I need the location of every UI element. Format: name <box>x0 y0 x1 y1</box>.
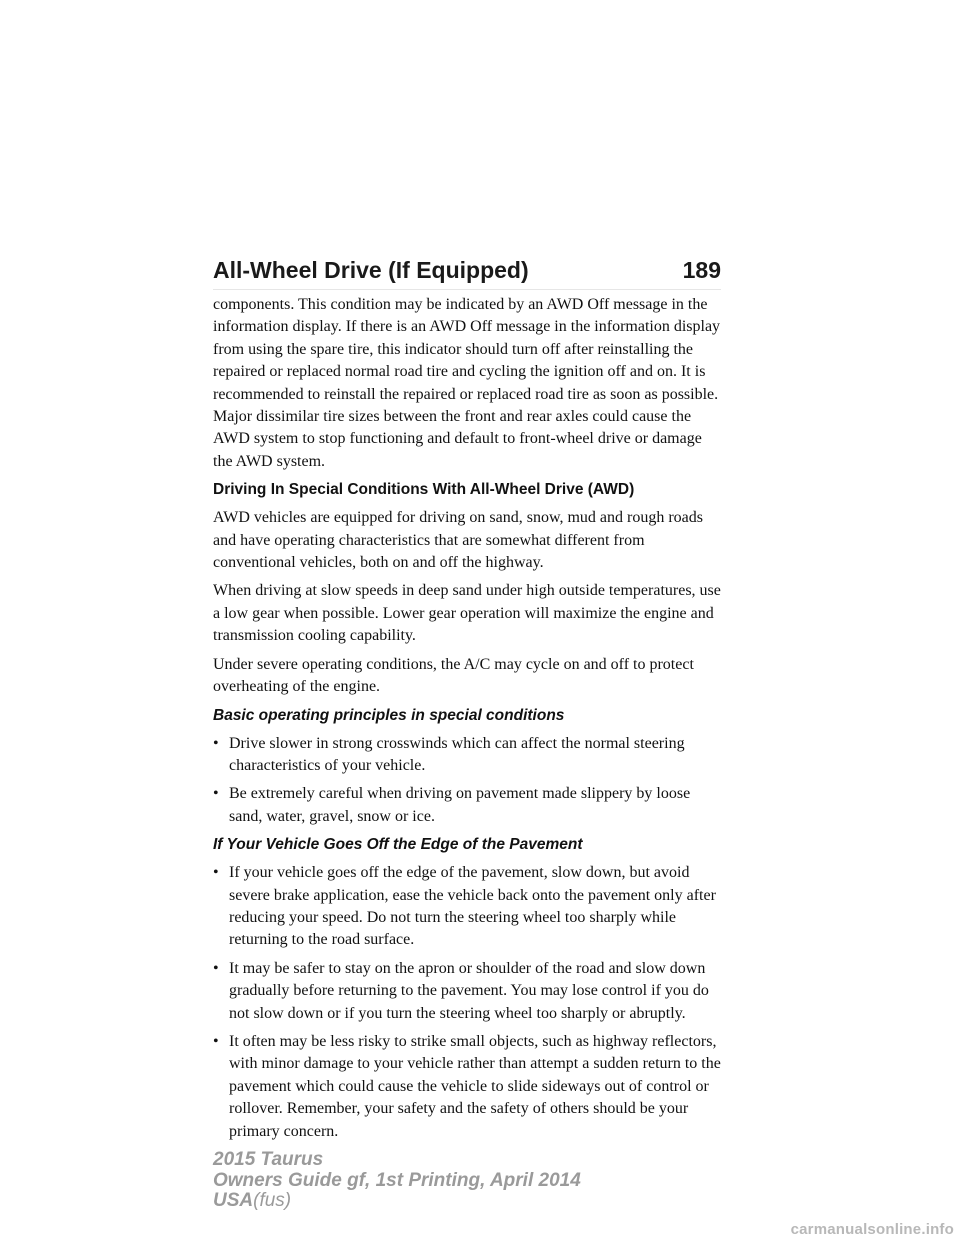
bullet-icon: • <box>213 734 219 752</box>
list-item <box>213 733 725 778</box>
page-number: 189 <box>682 257 721 283</box>
list-item-text: If your vehicle goes off the edge of the pavement, slow down, but avoid severe brake application, ease the vehicle back onto the pavement only after reducing your speed. Do not turn the steering wheel too sharply while returning to the road surface. <box>229 864 716 949</box>
page-header <box>213 257 721 284</box>
list-item-text: Be extremely careful when driving on pavement made slippery by loose sand, water, gravel, snow or ice. <box>229 785 691 825</box>
list-item-text: Drive slower in strong crosswinds which can affect the normal steering characteristics of your vehicle. <box>229 734 685 774</box>
list-item <box>213 783 725 828</box>
list-off-pavement <box>213 862 725 1143</box>
print-footer <box>213 1150 581 1212</box>
bullet-icon: • <box>213 959 219 977</box>
site-watermark: carmanualsonline.info <box>790 1221 954 1238</box>
footer-market-name: USA <box>213 1190 254 1211</box>
list-item <box>213 958 725 1025</box>
list-item <box>213 1031 725 1143</box>
heading-special-conditions: Driving In Special Conditions With All-Wheel Drive (AWD) <box>213 481 635 499</box>
paragraph-awd-off-message: components. This condition may be indicated by an AWD Off message in the information display. If there is an AWD Off message in the information display from using the spare tire, this indicator should turn off after reinstalling the repaired or replaced normal road tire and cycling the ignition off and on. It is recommended to reinstall the repaired or replaced road tire as soon as possible. Major dissimilar tire sizes between the front and rear axles could cause the AWD system to stop functioning and default to front-wheel drive or damage the AWD system. <box>213 296 721 470</box>
footer-market <box>213 1191 581 1212</box>
page-body <box>213 294 725 1149</box>
paragraph-ac-cycle: Under severe operating conditions, the A/C may cycle on and off to protect overheating of the engine. <box>213 655 694 696</box>
list-item <box>213 862 725 952</box>
heading-off-pavement: If Your Vehicle Goes Off the Edge of the Pavement <box>213 836 583 854</box>
footer-edition: Owners Guide gf, 1st Printing, April 2014 <box>213 1169 581 1191</box>
footer-model: 2015 Taurus <box>213 1149 324 1170</box>
footer-market-code: (fus) <box>253 1190 292 1211</box>
list-item-text: It may be safer to stay on the apron or shoulder of the road and slow down gradually before returning to the pavement. You may lose control if you do not slow down or if you turn the steering wheel too sharply or abruptly. <box>229 959 709 1022</box>
section-title: All-Wheel Drive (If Equipped) <box>213 257 529 283</box>
list-item-text: It often may be less risky to strike small objects, such as highway reflectors, with minor damage to your vehicle rather than attempt a sudden return to the pavement which could cause the vehicle to slide sideways out of control or rollover. Remember, your safety and the safety of others should be your primary concern. <box>229 1032 721 1140</box>
paragraph-awd-vehicles: AWD vehicles are equipped for driving on sand, snow, mud and rough roads and have operating characteristics that are somewhat different from conventional vehicles, both on and off the highway. <box>213 509 704 572</box>
bullet-icon: • <box>213 864 219 882</box>
heading-basic-principles: Basic operating principles in special conditions <box>213 706 565 724</box>
list-basic-principles <box>213 733 725 829</box>
bullet-icon: • <box>213 785 219 803</box>
paragraph-deep-sand: When driving at slow speeds in deep sand under high outside temperatures, use a low gear when possible. Lower gear operation will maximize the engine and transmission cooling capability. <box>213 582 721 645</box>
bullet-icon: • <box>213 1032 219 1050</box>
header-divider <box>213 289 721 290</box>
